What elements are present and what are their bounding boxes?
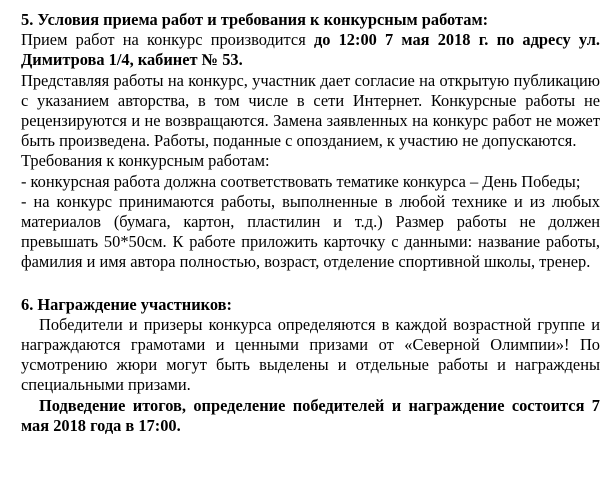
section-6-heading: 6. Награждение участников:	[21, 294, 232, 314]
results-paragraph: Подведение итогов, определение победителей и награждение состоится 7 мая 2018 года в 17:00.	[21, 395, 600, 435]
requirement-item-2: - на конкурс принимаются работы, выполненные в любой технике и из любых материалов (бумага, картон, пластилин и т.д.) Размер работы не должен превышать 50*50см. К работе приложить карточку с данными: название работы, фамилия и имя автора полностью, возраст, отделение спортивной школы, тренер.	[21, 191, 600, 272]
consent-paragraph: Представляя работы на конкурс, участник дает согласие на открытую публикацию с указанием авторства, в том числе в сети Интернет. Конкурсные работы не рецензируются и не возвращаются. Замена заявленных на конкурс работ не может быть произведена. Работы, поданные с опозданием, к участию не допускаются.	[21, 70, 600, 151]
requirements-title: Требования к конкурсным работам:	[21, 151, 270, 171]
intake-address: по адресу ул. Димитрова 1/4, кабинет № 53.	[21, 30, 601, 70]
intake-paragraph	[21, 30, 600, 70]
section-5-heading: 5. Условия приема работ и требования к конкурсным работам:	[21, 10, 489, 29]
awards-paragraph: Победители и призеры конкурса определяются в каждой возрастной группе и награждаются грамотами и ценными призами от «Северной Олимпии»! По усмотрению жюри могут быть выделены и отдельные работы и награждены специальными призами.	[21, 314, 600, 395]
requirement-item-1: - конкурсная работа должна соответствовать тематике конкурса – День Победы;	[21, 171, 581, 191]
section-gap	[21, 273, 600, 295]
intake-deadline: до 12:00 7 мая 2018 г.	[313, 30, 489, 50]
intake-text: Прием работ на конкурс производится	[21, 30, 314, 50]
